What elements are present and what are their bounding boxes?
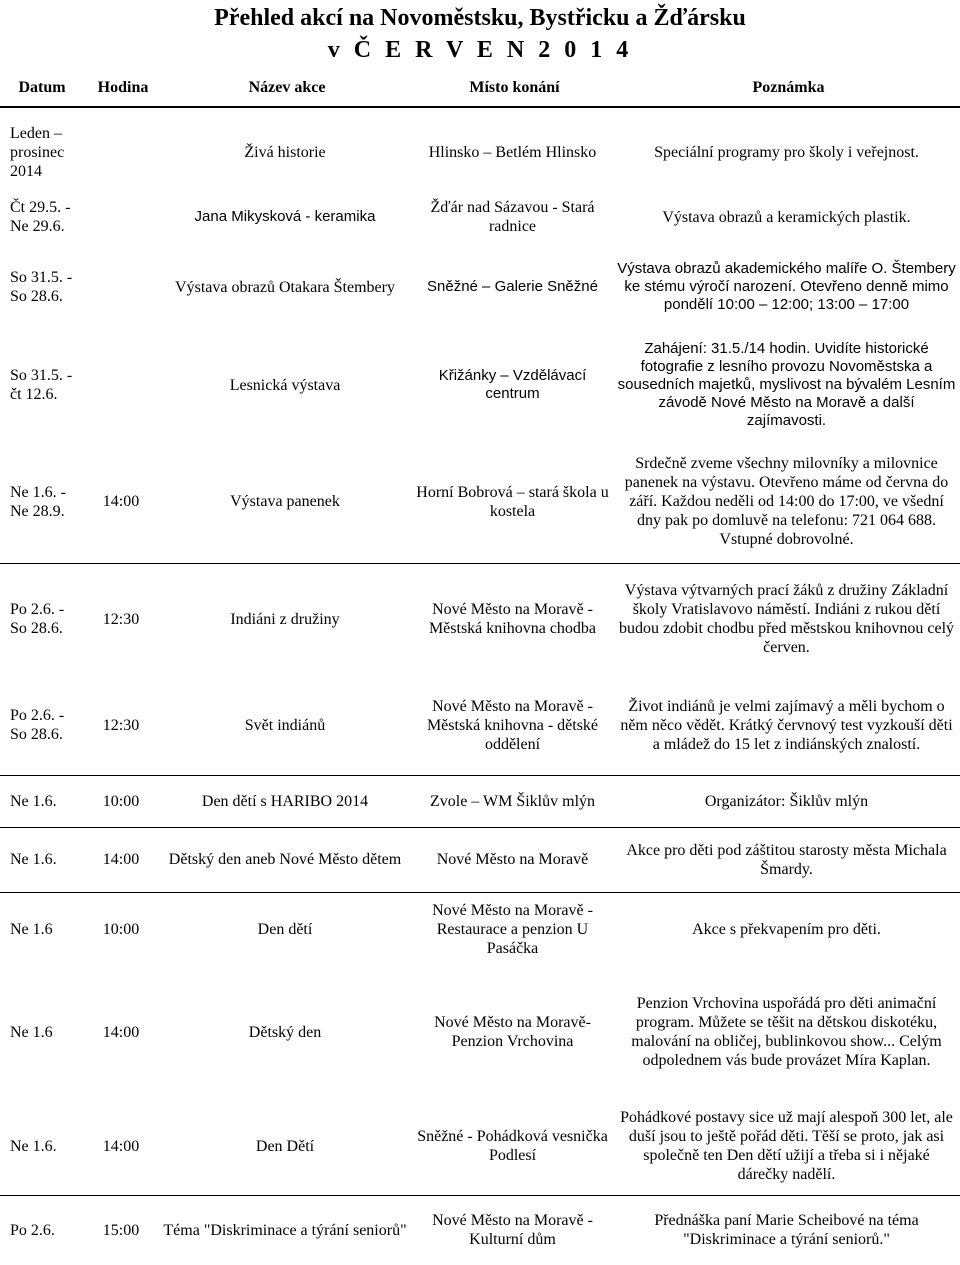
row-9-name: Den dětí [257,921,313,938]
row-12-name: Téma "Diskriminace a týrání seniorů" [163,1221,407,1239]
row-1-name: Jana Mikysková - keramika [194,208,376,225]
row-7-name: Den dětí s HARIBO 2014 [201,792,369,810]
row-7-note: Organizátor: Šiklův mlýn [704,792,869,810]
page-subtitle: v Č E R V E N 2 0 1 4 [327,37,633,63]
row-9-place: Nové Město na Moravě - Restaurace a penzion U Pasáčka [432,902,593,957]
row-12-date: Po 2.6. [10,1221,55,1239]
row-11-date: Ne 1.6. [10,1137,57,1155]
row-12-note: Přednáška paní Marie Scheibové na téma "Diskriminace a týrání seniorů." [654,1212,919,1248]
row-2-place: Sněžné – Galerie Sněžné [427,278,598,295]
row-7-date: Ne 1.6. [10,792,57,810]
page-title: Přehled akcí na Novoměstsku, Bystřicku a Žďársku [214,5,746,31]
header-place: Místo konání [469,79,560,96]
row-1-note: Výstava obrazů a keramických plastik. [662,208,911,226]
row-11-note: Pohádkové postavy sice už mají alespoň 300 let, ale duší jsou to ještě pořád děti. Těší se proto, jak asi společně ten Den dětí užijí a třeba si i nějaké dárečky nadělí. [620,1109,953,1183]
row-11-name: Den Dětí [255,1137,315,1155]
row-0-note: Speciální programy pro školy i veřejnost. [654,144,919,161]
row-1-place: Žďár nad Sázavou - Stará radnice [430,199,595,235]
row-12-time: 15:00 [102,1221,140,1239]
row-4-time: 14:00 [102,493,140,510]
row-9-date: Ne 1.6 [10,921,53,938]
row-8-time: 14:00 [102,851,140,868]
row-2-time [84,244,158,330]
row-11-time: 14:00 [102,1137,140,1155]
row-1-date: Čt 29.5. - Ne 29.6. [10,199,71,235]
row-4-name: Výstava panenek [230,493,340,510]
row-11-place: Sněžné - Pohádková vesnička Podlesí [417,1128,608,1164]
row-4-note: Srdečně zveme všechny milovníky a milovnice panenek na výstavu. Otevřeno máme od června do září. Každou neděli od 14:00 do 17:00, ve všední dny pak po domluvě na telefonu: 721 064 688. Vstupné dobrovolné. [624,455,949,548]
row-0-name: Živá historie [244,144,326,161]
row-10-date: Ne 1.6 [10,1023,53,1041]
row-6-date: Po 2.6. - So 28.6. [10,707,65,743]
row-0-time [84,115,158,190]
row-2-note: Výstava obrazů akademického malíře O. Štembery ke stému výročí narození. Otevřeno denně mimo pondělí 10:00 – 12:00; 13:00 – 17:00 [617,260,956,313]
row-6-name: Svět indiánů [244,716,326,734]
row-5-time: 12:30 [102,610,140,628]
row-6-note: Život indiánů je velmi zajímavý a měli bychom o něm něco vědět. Krátký červnový test vyzkouší děti a mládež do 15 let z indiánských znalostí. [620,697,953,753]
row-3-name: Lesnická výstava [229,376,341,394]
row-4-place: Horní Bobrová – stará škola u kostela [416,483,609,520]
row-9-time: 10:00 [102,921,140,938]
header-date: Datum [18,79,66,96]
header-divider [0,106,960,108]
row-3-time [84,330,158,440]
header-note: Poznámka [752,79,825,96]
row-5-name: Indiáni z družiny [230,610,340,628]
row-9-note: Akce s překvapením pro děti. [692,921,881,938]
row-8-date: Ne 1.6. [10,851,57,868]
row-5-date: Po 2.6. - So 28.6. [10,601,65,637]
row-8-place: Nové Město na Moravě [436,851,589,868]
header-name: Název akce [248,79,326,96]
header-time: Hodina [97,79,149,96]
row-6-time: 12:30 [102,716,140,734]
row-4-date: Ne 1.6. - Ne 28.9. [10,483,66,520]
row-8-note: Akce pro děti pod záštitou starosty města Michala Šmardy. [626,841,947,878]
row-1-time [84,190,158,244]
row-5-note: Výstava výtvarných prací žáků z družiny Základní školy Vratislavovo náměstí. Indiáni z rukou dětí budou zdobit chodbu před městskou knihovnou celý červen. [618,582,955,656]
row-10-note: Penzion Vrchovina uspořádá pro děti animační program. Můžete se těšit na dětskou diskotéku, malování na obličej, bublinkovou show... Celým odpolednem vás bude provázet Míra Kaplan. [631,995,942,1069]
row-7-time: 10:00 [102,792,140,810]
row-0-place: Hlinsko – Betlém Hlinsko [428,144,597,161]
row-10-place: Nové Město na Moravě- Penzion Vrchovina [434,1014,591,1050]
row-10-name: Dětský den [248,1023,322,1041]
row-3-date: So 31.5. - čt 12.6. [10,367,73,403]
row-6-place: Nové Město na Moravě - Městská knihovna - dětské oddělení [426,697,599,753]
row-2-name: Výstava obrazů Otakara Štembery [175,278,395,296]
row-7-place: Zvole – WM Šiklův mlýn [429,792,596,810]
row-2-date: So 31.5. - So 28.6. [10,269,73,305]
row-5-place: Nové Město na Moravě - Městská knihovna chodba [428,601,597,637]
row-0-date: Leden – prosinec 2014 [10,125,65,180]
row-10-time: 14:00 [102,1023,140,1041]
row-8-name: Dětský den aneb Nové Město dětem [168,851,402,868]
row-3-place: Křižánky – Vzdělávací centrum [438,367,587,402]
row-3-note: Zahájení: 31.5./14 hodin. Uvidíte historické fotografie z lesního provozu Novoměstska a sousedních majetků, myslivost na bývalém Lesním závodě Nové Město na Moravě a další zajímavosti. [617,340,956,429]
row-12-place: Nové Město na Moravě - Kulturní dům [432,1212,593,1248]
